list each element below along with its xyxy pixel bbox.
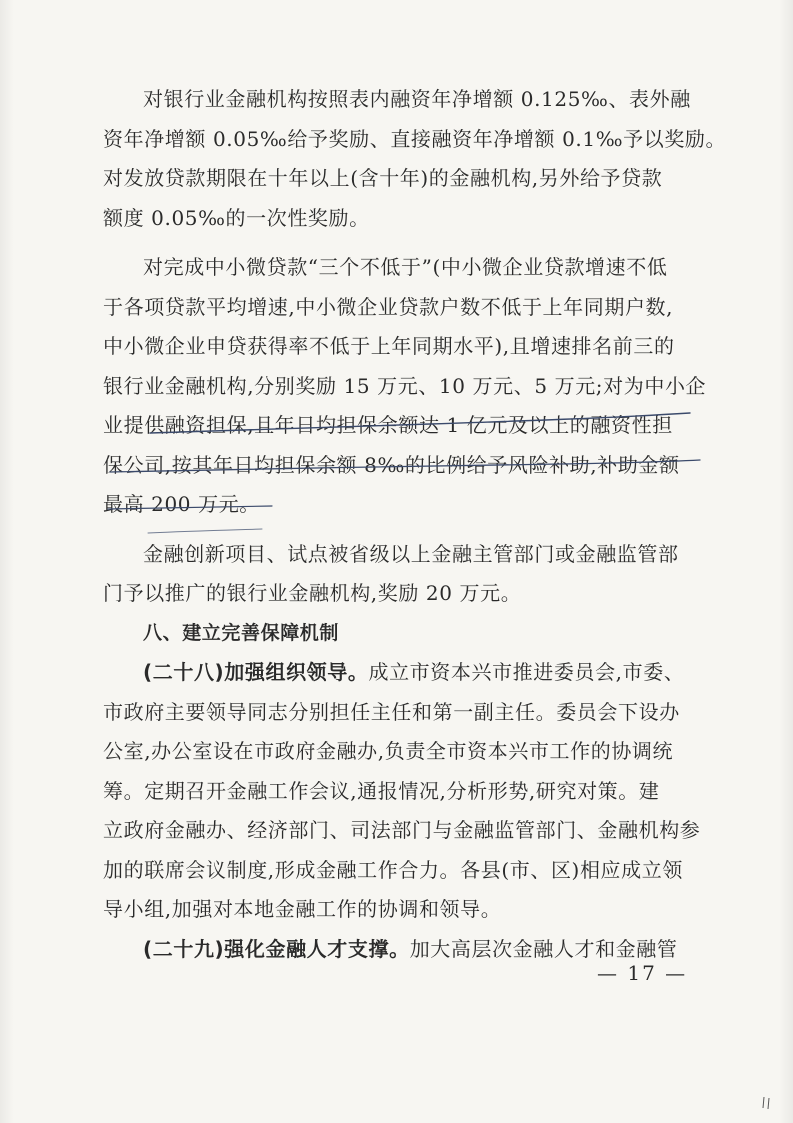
text-line: 市政府主要领导同志分别担任主任和第一副主任。委员会下设办	[103, 699, 680, 724]
text-line: 额度 0.05‰的一次性奖励。	[103, 205, 370, 230]
sub-heading-29: (二十九)强化金融人才支撑。	[143, 936, 410, 961]
text-line: 门予以推广的银行业金融机构,奖励 20 万元。	[103, 581, 522, 605]
paragraph-sme-loans	[103, 248, 707, 525]
paragraph-reward-financing	[103, 80, 727, 238]
text-line: 筹。定期召开金融工作会议,通报情况,分析形势,研究对策。建	[103, 778, 660, 803]
document-page	[103, 80, 727, 969]
text-line: 对完成中小微贷款“三个不低于”(中小微企业贷款增速不低	[143, 255, 668, 279]
text-line: 公室,办公室设在市政府金融办,负责全市资本兴市工作的协调统	[103, 739, 674, 763]
scan-shadow-right	[779, 0, 793, 1123]
text-line: 对银行业金融机构按照表内融资年净增额 0.125‰、表外融	[143, 87, 691, 111]
page-number: — 17 —	[597, 961, 688, 985]
text-line: 对发放贷款期限在十年以上(含十年)的金融机构,另外给予贷款	[103, 166, 663, 190]
text-line: 中小微企业申贷获得率不低于上年同期水平),且增速排名前三的	[103, 334, 675, 358]
text-line: 最高 200 万元。	[103, 492, 260, 516]
text-line: 加的联席会议制度,形成金融工作合力。各县(市、区)相应成立领	[103, 857, 683, 882]
sub-heading-28: (二十八)加强组织领导。	[143, 660, 369, 684]
text-line: 金融创新项目、试点被省级以上金融主管部门或金融监管部	[143, 541, 679, 566]
paragraph-gap	[103, 525, 703, 535]
scan-shadow-left	[0, 0, 14, 1123]
text-line: 保公司,按其年日均担保余额 8‰的比例给予风险补助,补助金额	[103, 452, 680, 477]
text-line: 资年净增额 0.05‰给予奖励、直接融资年净增额 0.1‰予以奖励。	[103, 126, 727, 151]
text-line: 导小组,加强对本地金融工作的协调和领导。	[103, 897, 502, 921]
section-heading: 八、建立完善保障机制	[143, 621, 340, 644]
corner-scribble-mark	[761, 1095, 775, 1111]
paragraph-innovation	[103, 535, 703, 614]
text-run: 成立市资本兴市推进委员会,市委、	[368, 660, 685, 684]
text-line	[103, 653, 703, 693]
text-line: 于各项贷款平均增速,中小微企业贷款户数不低于上年同期户数,	[103, 294, 674, 319]
paragraph-gap	[103, 238, 703, 248]
text-line: 业提供融资担保,且年日均担保余额达 1 亿元及以上的融资性担	[103, 413, 673, 437]
text-run: 加大高层次金融人才和金融管	[409, 936, 678, 961]
paragraph-organization	[103, 653, 703, 930]
text-line: 立政府金融办、经济部门、司法部门与金融监管部门、金融机构参	[103, 818, 701, 842]
text-line: 银行业金融机构,分别奖励 15 万元、10 万元、5 万元;对为中小企	[103, 373, 707, 398]
